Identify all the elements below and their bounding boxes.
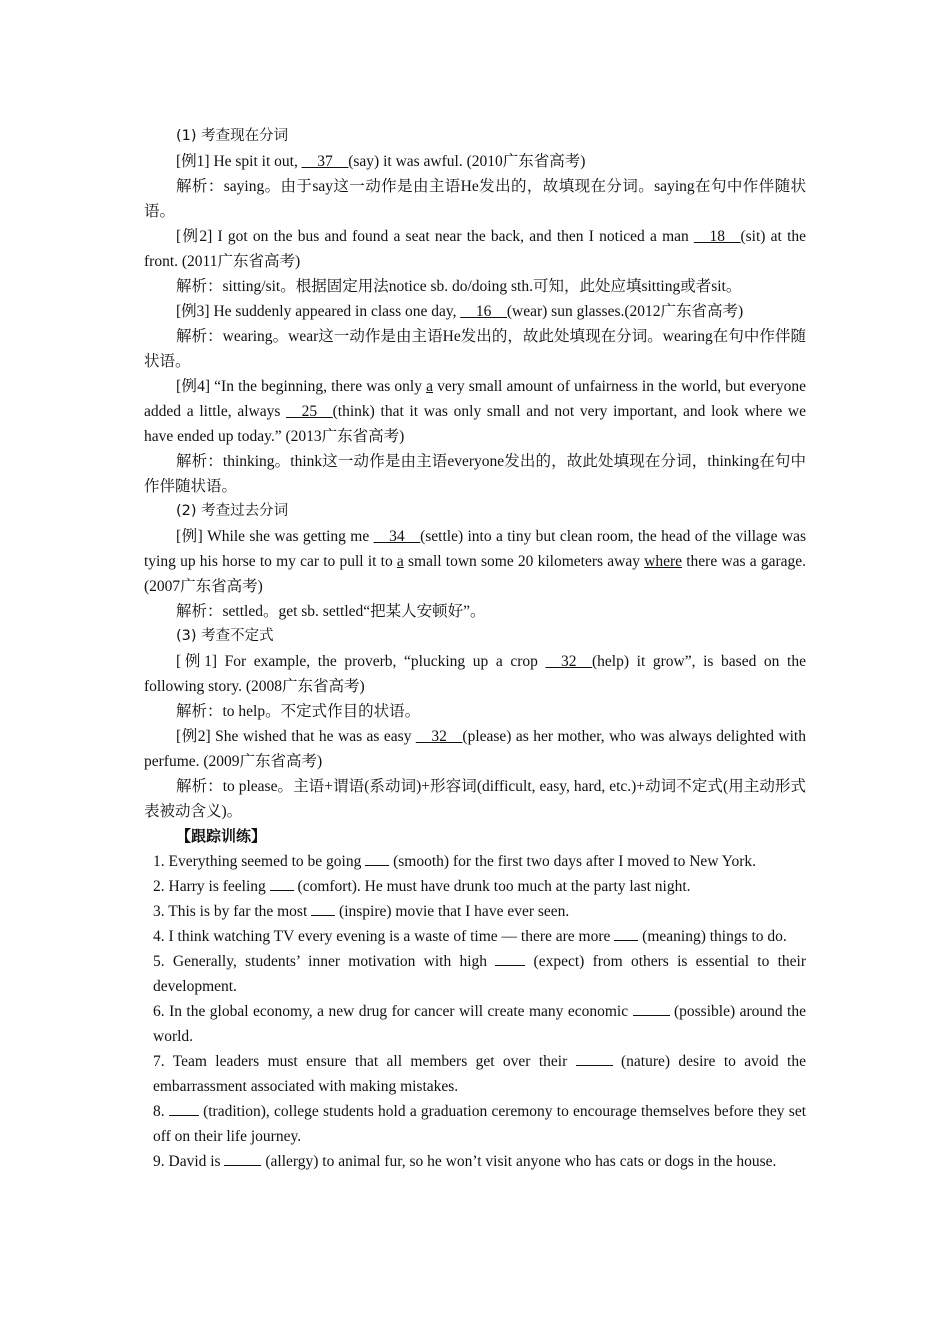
underlined-word: a	[426, 378, 433, 395]
section-heading-present-participle: (1) 考查现在分词	[176, 128, 289, 144]
blank-number: __25__	[286, 403, 333, 420]
exercise-text: 1. Everything seemed to be going	[153, 853, 366, 870]
example-text: [例1] For example, the proverb, “plucking up a crop	[176, 653, 546, 670]
example-text: (help) it grow”, is based on the following story. (2008广东省高考)	[144, 653, 806, 695]
example-text: [例2] She wished that he was as easy	[176, 728, 416, 745]
underlined-word: a	[396, 553, 404, 570]
analysis-paragraph: 解析：saying。由于say这一动作是由主语He发出的，故填现在分词。saying在句中作伴随状语。	[144, 178, 806, 220]
document-page	[144, 124, 806, 1174]
exercise-text: (tradition), college students hold a graduation ceremony to encourage themselves before they set off on their life journey.	[153, 1103, 806, 1145]
example-paragraph	[144, 724, 806, 774]
blank-number: __32__	[545, 653, 593, 670]
example-paragraph	[144, 649, 806, 699]
blank-number: __37__	[301, 153, 349, 170]
section-heading-past-participle: (2) 考查过去分词	[176, 503, 289, 519]
analysis-paragraph: 解析：to please。主语+谓语(系动词)+形容词(difficult, easy, hard, etc.)+动词不定式(用主动形式表被动含义)。	[144, 778, 806, 820]
exercise-text: 3. This is by far the most	[153, 903, 312, 920]
answer-blank[interactable]	[365, 849, 389, 866]
example-text: (sit) at the front. (2011广东省高考)	[144, 228, 807, 270]
section-heading-infinitive: (3) 考查不定式	[176, 628, 274, 644]
answer-blank[interactable]	[633, 999, 670, 1016]
exercise-item	[153, 874, 806, 899]
exercise-text: 8.	[153, 1103, 169, 1120]
example-text: (think) that it was only small and not very important, and look where we have ended up today.” (2013广东省高考)	[144, 403, 807, 445]
exercise-text: 6. In the global economy, a new drug for cancer will create many economic	[153, 1003, 633, 1020]
exercise-text: (comfort). He must have drunk too much at the party last night.	[293, 878, 691, 895]
example-text: (please) as her mother, who was always delighted with perfume. (2009广东省高考)	[144, 728, 806, 770]
exercise-text: 5. Generally, students’ inner motivation with high	[153, 953, 496, 970]
exercise-item	[153, 999, 806, 1049]
example-text: [例4] “In the beginning, there was only	[176, 378, 427, 395]
analysis-paragraph: 解析：thinking。think这一动作是由主语everyone发出的，故此处填现在分词，thinking在句中作伴随状语。	[144, 453, 806, 495]
exercise-text: (possible) around the world.	[153, 1003, 806, 1045]
example-text: very small amount of unfairness in the world, but everyone added a little, always	[144, 378, 806, 420]
exercise-item	[153, 1099, 806, 1149]
exercise-text: (allergy) to animal fur, so he won’t visit anyone who has cats or dogs in the house.	[261, 1153, 777, 1170]
exercise-text: 9. David is	[153, 1153, 225, 1170]
exercise-item	[153, 949, 806, 999]
analysis-paragraph: 解析：wearing。wear这一动作是由主语He发出的，故此处填现在分词。wearing在句中作伴随状语。	[144, 328, 806, 370]
blank-number: __34__	[373, 528, 421, 545]
answer-blank[interactable]	[169, 1099, 199, 1116]
answer-blank[interactable]	[495, 949, 525, 966]
example-paragraph	[144, 224, 806, 274]
exercise-item	[153, 1149, 806, 1174]
example-text: (settle) into a tiny but clean room, the head of the village was tying up his horse to my car to pull it to	[144, 528, 806, 570]
example-text: [例2] I got on the bus and found a seat near the back, and then I noticed a man	[176, 228, 694, 245]
answer-blank[interactable]	[224, 1149, 261, 1166]
exercise-text: (meaning) things to do.	[638, 928, 787, 945]
answer-blank[interactable]	[270, 874, 294, 891]
exercise-text: (expect) from others is essential to their development.	[153, 953, 806, 995]
exercise-item	[153, 899, 806, 924]
blank-number: __16__	[460, 303, 507, 320]
underlined-word: where	[644, 553, 683, 570]
analysis-paragraph: 解析：settled。get sb. settled“把某人安顿好”。	[176, 603, 486, 620]
analysis-paragraph: 解析：to help。不定式作目的状语。	[176, 703, 421, 720]
blank-number: __32__	[415, 728, 463, 745]
exercise-text: (inspire) movie that I have ever seen.	[335, 903, 570, 920]
exercise-text: 7. Team leaders must ensure that all members get over their	[153, 1053, 576, 1070]
example-text: [例] While she was getting me	[176, 528, 374, 545]
example-text: (wear) sun glasses.(2012广东省高考)	[506, 303, 744, 320]
answer-blank[interactable]	[311, 899, 335, 916]
analysis-paragraph: 解析：sitting/sit。根据固定用法notice sb. do/doing sth.可知，此处应填sitting或者sit。	[176, 278, 742, 295]
example-text: there was a garage.(2007广东省高考)	[144, 553, 807, 595]
exercise-item	[153, 1049, 806, 1099]
exercise-text: 2. Harry is feeling	[153, 878, 270, 895]
example-paragraph	[144, 524, 806, 599]
example-text: [例1] He spit it out,	[176, 153, 302, 170]
exercise-item	[153, 849, 806, 874]
exercise-text: 4. I think watching TV every evening is a waste of time — there are more	[153, 928, 615, 945]
example-paragraph	[144, 299, 806, 324]
answer-blank[interactable]	[614, 924, 638, 941]
exercise-text: (smooth) for the first two days after I moved to New York.	[389, 853, 756, 870]
exercise-item	[153, 924, 806, 949]
blank-number: __18__	[693, 228, 741, 245]
example-text: (say) it was awful. (2010广东省高考)	[348, 153, 586, 170]
example-text: [例3] He suddenly appeared in class one day,	[176, 303, 461, 320]
example-paragraph	[144, 149, 806, 174]
exercise-text: (nature) desire to avoid the embarrassment associated with making mistakes.	[153, 1053, 806, 1095]
tracking-practice-title: 【跟踪训练】	[176, 827, 267, 845]
example-paragraph	[144, 374, 806, 449]
example-text: small town some 20 kilometers away	[403, 553, 645, 570]
answer-blank[interactable]	[576, 1049, 613, 1066]
